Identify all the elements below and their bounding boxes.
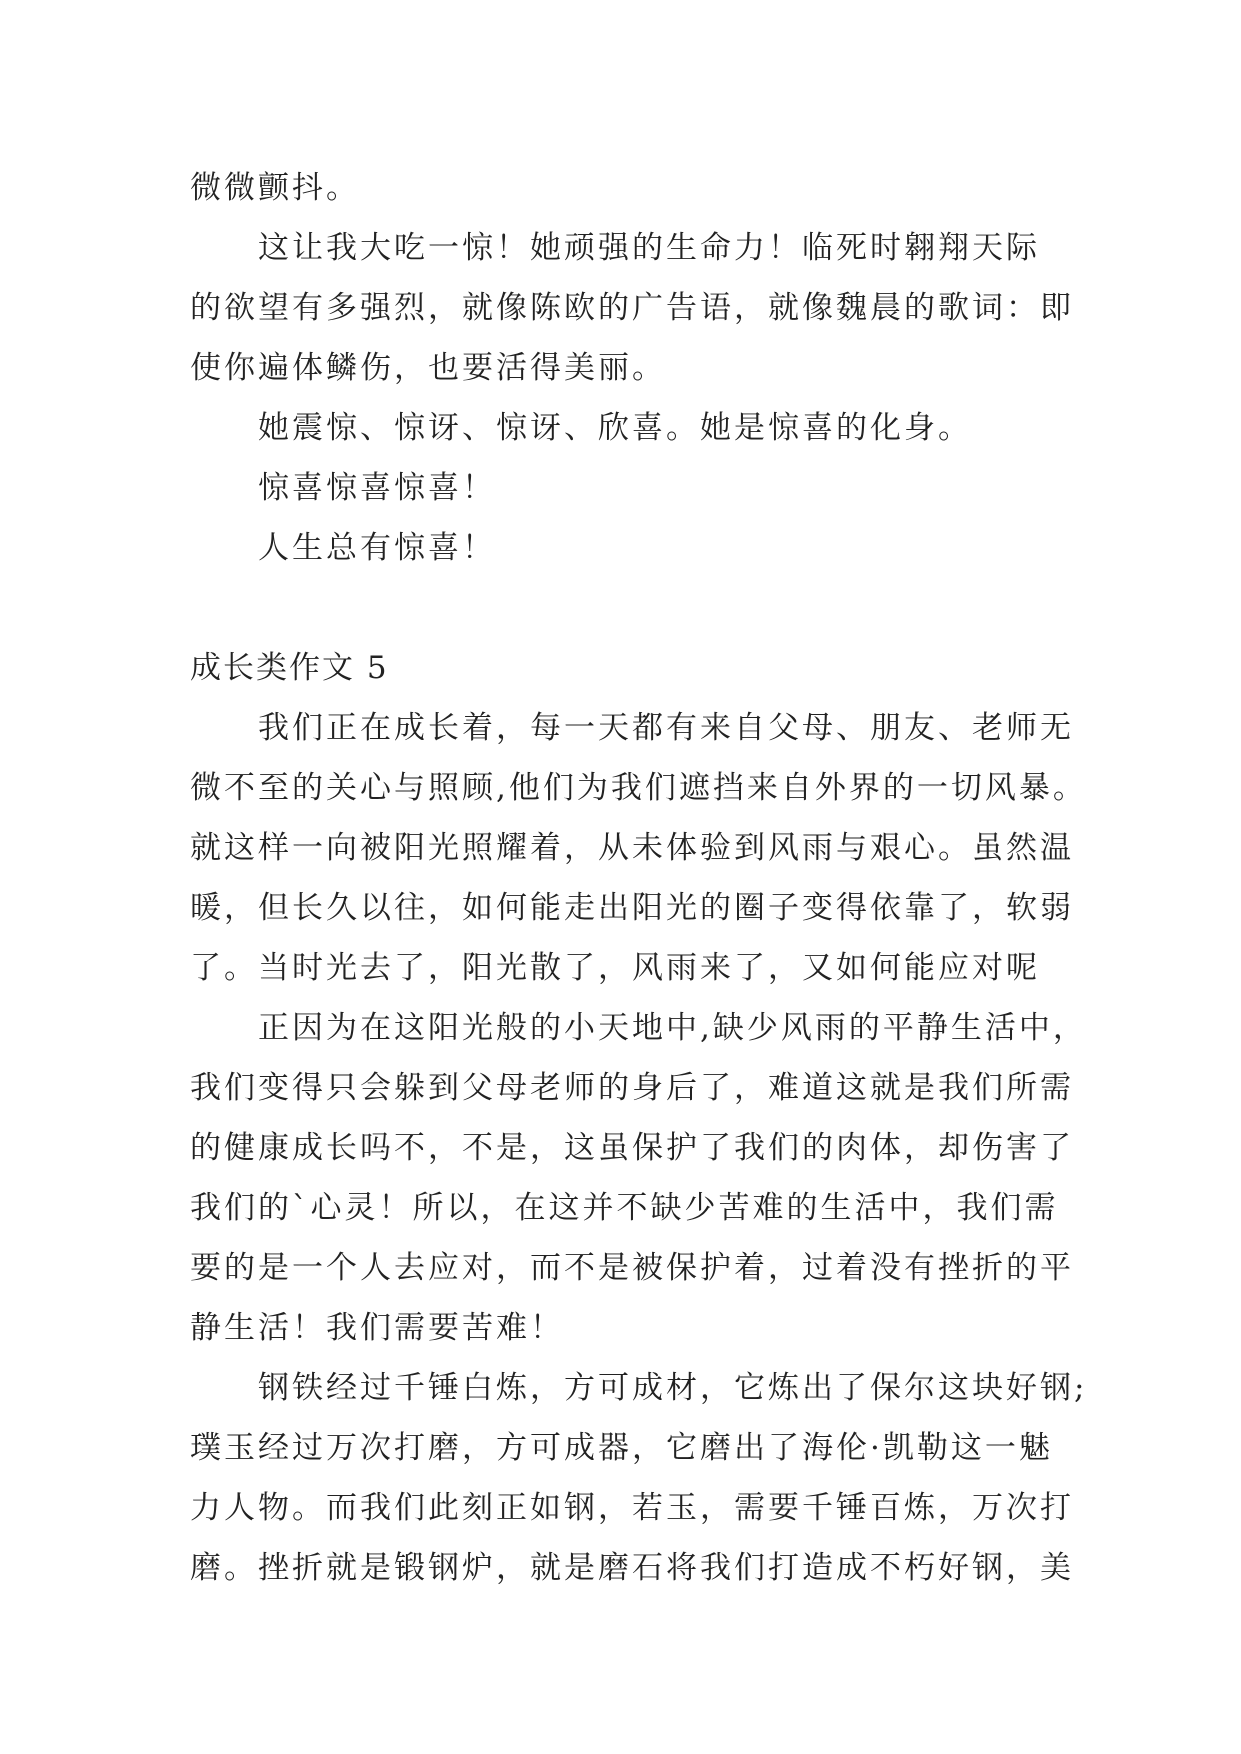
paragraph-line: 的健康成长吗不，不是，这虽保护了我们的肉体，却伤害了	[190, 1130, 1074, 1166]
paragraph-surprise	[190, 218, 1074, 398]
paragraph-2	[190, 998, 1087, 1358]
short-line: 人生总有惊喜！	[258, 530, 496, 566]
paragraph-line: 磨。挫折就是锻钢炉，就是磨石将我们打造成不朽好钢，美	[190, 1550, 1074, 1586]
paragraph-line: 就这样一向被阳光照耀着，从未体验到风雨与艰心。虽然温	[190, 830, 1074, 866]
paragraph-line: 璞玉经过万次打磨，方可成器，它磨出了海伦·凯勒这一魅	[190, 1430, 1053, 1466]
paragraph-line: 我们变得只会躲到父母老师的身后了，难道这就是我们所需	[190, 1070, 1074, 1106]
paragraph-line: 微不至的关心与照顾,他们为我们遮挡来自外界的一切风暴。	[190, 770, 1087, 806]
continuation-line: 微微颤抖。	[190, 170, 360, 206]
paragraph-line: 静生活！我们需要苦难！	[190, 1310, 564, 1346]
paragraph-line: 了。当时光去了，阳光散了，风雨来了，又如何能应对呢	[190, 950, 1040, 986]
section-title: 成长类作文 5	[190, 650, 389, 686]
paragraph-line: 暖，但长久以往，如何能走出阳光的圈子变得依靠了，软弱	[190, 890, 1074, 926]
paragraph-line: 我们的`心灵！所以，在这并不缺少苦难的生活中，我们需	[190, 1190, 1059, 1226]
paragraph-line: 力人物。而我们此刻正如钢，若玉，需要千锤百炼，万次打	[190, 1490, 1074, 1526]
paragraph-3	[190, 1358, 1088, 1598]
paragraph-line: 这让我大吃一惊！她顽强的生命力！临死时翱翔天际	[258, 230, 1040, 266]
short-line: 惊喜惊喜惊喜！	[258, 470, 496, 506]
section-gap	[190, 578, 1062, 638]
short-line: 她震惊、惊讶、惊讶、欣喜。她是惊喜的化身。	[258, 410, 972, 446]
paragraph-1	[190, 698, 1087, 998]
paragraph-line: 的欲望有多强烈，就像陈欧的广告语，就像魏晨的歌词：即	[190, 290, 1074, 326]
document-body	[190, 158, 1088, 1598]
paragraph-line: 我们正在成长着，每一天都有来自父母、朋友、老师无	[258, 710, 1074, 746]
paragraph-line: 钢铁经过千锤白炼，方可成材，它炼出了保尔这块好钢;	[258, 1370, 1088, 1406]
paragraph-line: 正因为在这阳光般的小天地中,缺少风雨的平静生活中，	[258, 1010, 1087, 1046]
paragraph-line: 要的是一个人去应对，而不是被保护着，过着没有挫折的平	[190, 1250, 1074, 1286]
paragraph-line: 使你遍体鳞伤，也要活得美丽。	[190, 350, 666, 386]
